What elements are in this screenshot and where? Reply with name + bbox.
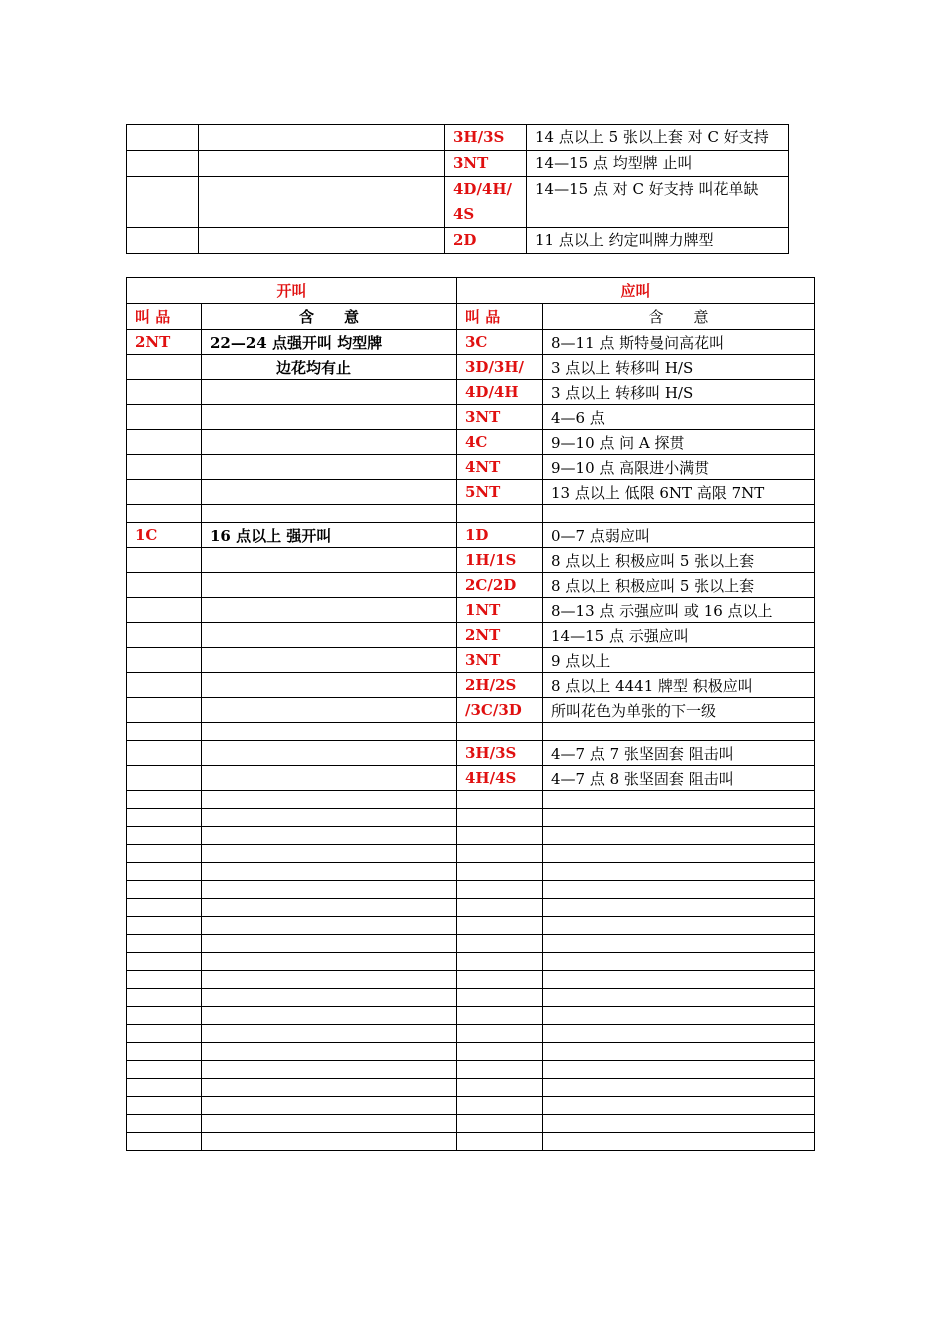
empty-row	[127, 1097, 815, 1115]
empty-cell	[202, 430, 457, 455]
table-row	[127, 673, 815, 698]
empty-row	[127, 1115, 815, 1133]
resp-bid-cell: 4C	[457, 430, 543, 455]
empty-cell	[202, 698, 457, 723]
empty-cell	[127, 741, 202, 766]
empty-cell	[127, 228, 199, 254]
table-row	[127, 548, 815, 573]
table-row	[127, 741, 815, 766]
resp-bid-cell: 4H/4S	[457, 766, 543, 791]
empty-cell	[202, 573, 457, 598]
empty-cell	[127, 455, 202, 480]
empty-row	[127, 1079, 815, 1097]
empty-row	[127, 935, 815, 953]
empty-cell	[199, 228, 445, 254]
table-row	[127, 573, 815, 598]
meaning-cell: 14—15 点 均型牌 止叫	[527, 151, 789, 177]
bid-line-2: 4S	[453, 205, 475, 223]
table-row	[127, 125, 789, 151]
empty-row	[127, 917, 815, 935]
empty-cell	[127, 573, 202, 598]
resp-bid-cell: 4NT	[457, 455, 543, 480]
empty-cell	[202, 741, 457, 766]
table-row	[127, 648, 815, 673]
empty-row	[127, 827, 815, 845]
empty-cell	[202, 598, 457, 623]
resp-bid-cell: 5NT	[457, 480, 543, 505]
resp-bid-label: 叫 品	[457, 304, 543, 330]
empty-row	[127, 1043, 815, 1061]
empty-cell	[127, 673, 202, 698]
empty-cell	[202, 380, 457, 405]
spacer-row	[127, 505, 815, 523]
resp-meaning-cell: 0—7 点弱应叫	[543, 523, 815, 548]
empty-cell	[202, 766, 457, 791]
meaning-cell: 14—15 点 对 C 好支持 叫花单缺	[527, 177, 789, 228]
empty-cell	[202, 548, 457, 573]
bid-cell: 3NT	[445, 151, 527, 177]
bid-cell: 2D	[445, 228, 527, 254]
empty-row	[127, 1133, 815, 1151]
empty-cell	[127, 380, 202, 405]
empty-cell	[202, 623, 457, 648]
bid-line-1: 4D/4H/	[453, 180, 513, 198]
empty-row	[127, 953, 815, 971]
resp-meaning-cell: 9—10 点 问 A 探贯	[543, 430, 815, 455]
empty-cell	[202, 405, 457, 430]
top-continuation-table	[126, 124, 789, 254]
open-bid-cell: 2NT	[127, 330, 202, 355]
resp-meaning-cell: 3 点以上 转移叫 H/S	[543, 380, 815, 405]
empty-cell	[127, 430, 202, 455]
empty-cell	[127, 548, 202, 573]
empty-cell	[127, 598, 202, 623]
resp-bid-cell: 3NT	[457, 648, 543, 673]
table-row	[127, 623, 815, 648]
meaning-cell: 14 点以上 5 张以上套 对 C 好支持	[527, 125, 789, 151]
resp-bid-cell: 2H/2S	[457, 673, 543, 698]
table-row	[127, 766, 815, 791]
resp-meaning-cell: 4—7 点 8 张坚固套 阻击叫	[543, 766, 815, 791]
bidding-system-table	[126, 277, 815, 1151]
resp-meaning-cell: 所叫花色为单张的下一级	[543, 698, 815, 723]
table-row	[127, 355, 815, 380]
empty-cell	[127, 177, 199, 228]
table-row	[127, 523, 815, 548]
resp-bid-cell: 3D/3H/	[457, 355, 543, 380]
open-bid-cell: 1C	[127, 523, 202, 548]
table-row	[127, 698, 815, 723]
open-meaning-label: 含 意	[202, 304, 457, 330]
open-meaning-cell: 边花均有止	[202, 355, 457, 380]
resp-meaning-cell: 4—7 点 7 张坚固套 阻击叫	[543, 741, 815, 766]
resp-bid-cell: 1H/1S	[457, 548, 543, 573]
empty-cell	[127, 480, 202, 505]
table-row	[127, 228, 789, 254]
response-header: 应叫	[457, 278, 815, 304]
resp-bid-cell: 3H/3S	[457, 741, 543, 766]
spacer-row	[127, 723, 815, 741]
resp-meaning-cell: 8—11 点 斯特曼问高花叫	[543, 330, 815, 355]
resp-meaning-label: 含 意	[543, 304, 815, 330]
table-row	[127, 177, 789, 228]
table-row	[127, 151, 789, 177]
resp-bid-cell: 1D	[457, 523, 543, 548]
empty-row	[127, 1007, 815, 1025]
resp-meaning-cell: 8—13 点 示强应叫 或 16 点以上	[543, 598, 815, 623]
empty-cell	[202, 480, 457, 505]
empty-cell	[127, 648, 202, 673]
resp-meaning-cell: 4—6 点	[543, 405, 815, 430]
bid-cell: 3H/3S	[445, 125, 527, 151]
empty-row	[127, 881, 815, 899]
resp-meaning-cell: 8 点以上 积极应叫 5 张以上套	[543, 548, 815, 573]
empty-cell	[202, 455, 457, 480]
table-row	[127, 430, 815, 455]
resp-bid-cell: 2NT	[457, 623, 543, 648]
table-row	[127, 455, 815, 480]
empty-row	[127, 1061, 815, 1079]
empty-cell	[199, 177, 445, 228]
open-meaning-cell: 16 点以上 强开叫	[202, 523, 457, 548]
empty-cell	[127, 623, 202, 648]
resp-bid-cell: 2C/2D	[457, 573, 543, 598]
empty-cell	[199, 151, 445, 177]
empty-cell	[202, 673, 457, 698]
open-meaning-cell: 22—24 点强开叫 均型牌	[202, 330, 457, 355]
empty-row	[127, 971, 815, 989]
resp-bid-cell: /3C/3D	[457, 698, 543, 723]
resp-bid-cell: 1NT	[457, 598, 543, 623]
empty-row	[127, 863, 815, 881]
header-row	[127, 278, 815, 304]
opening-header: 开叫	[127, 278, 457, 304]
bid-cell	[445, 177, 527, 228]
empty-cell	[127, 125, 199, 151]
empty-row	[127, 989, 815, 1007]
empty-cell	[127, 355, 202, 380]
table-row	[127, 330, 815, 355]
table-row	[127, 480, 815, 505]
empty-row	[127, 809, 815, 827]
subheader-row	[127, 304, 815, 330]
table-row	[127, 405, 815, 430]
resp-meaning-cell: 14—15 点 示强应叫	[543, 623, 815, 648]
resp-bid-cell: 3C	[457, 330, 543, 355]
resp-meaning-cell: 9 点以上	[543, 648, 815, 673]
resp-meaning-cell: 8 点以上 积极应叫 5 张以上套	[543, 573, 815, 598]
resp-bid-cell: 4D/4H	[457, 380, 543, 405]
empty-cell	[127, 766, 202, 791]
empty-row	[127, 791, 815, 809]
resp-meaning-cell: 13 点以上 低限 6NT 高限 7NT	[543, 480, 815, 505]
empty-cell	[127, 698, 202, 723]
empty-cell	[199, 125, 445, 151]
table-row	[127, 598, 815, 623]
empty-cell	[127, 405, 202, 430]
empty-row	[127, 845, 815, 863]
open-bid-label: 叫 品	[127, 304, 202, 330]
table-row	[127, 380, 815, 405]
empty-row	[127, 1025, 815, 1043]
empty-cell	[127, 151, 199, 177]
resp-meaning-cell: 3 点以上 转移叫 H/S	[543, 355, 815, 380]
resp-meaning-cell: 8 点以上 4441 牌型 积极应叫	[543, 673, 815, 698]
resp-bid-cell: 3NT	[457, 405, 543, 430]
empty-cell	[202, 648, 457, 673]
empty-row	[127, 899, 815, 917]
meaning-cell: 11 点以上 约定叫牌力牌型	[527, 228, 789, 254]
resp-meaning-cell: 9—10 点 高限进小满贯	[543, 455, 815, 480]
